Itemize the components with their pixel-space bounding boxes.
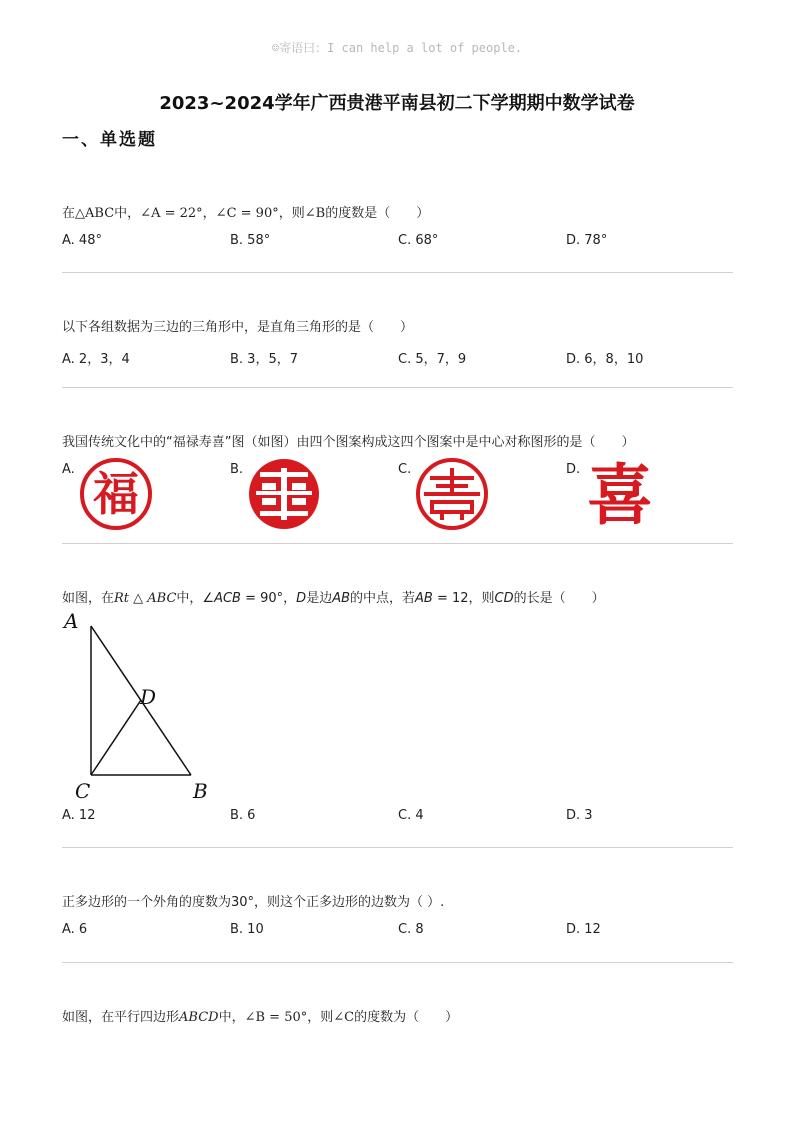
label-a: A — [64, 609, 79, 633]
label-c: C — [75, 779, 91, 803]
watermark: ☺寄语曰：I can help a lot of people. — [271, 41, 523, 55]
option-c[interactable]: C. 68° — [398, 233, 439, 248]
label-d: D — [140, 685, 157, 709]
question-4-stem: 如图，在Rt △ ABC中，∠ACB = 90°，D是边AB的中点，若AB = 12，则CD的长是（ ） — [62, 591, 605, 606]
question-6-stem: 如图，在平行四边形ABCD中，∠B = 50°，则∠C的度数为（ ） — [62, 1010, 459, 1025]
segment-cd — [91, 700, 141, 775]
divider — [62, 387, 733, 388]
option-b[interactable]: B. 3，5，7 — [230, 352, 298, 367]
divider — [62, 272, 733, 273]
divider — [62, 962, 733, 963]
page-title: 2023~2024学年广西贵港平南县初二下学期期中数学试卷 — [159, 93, 635, 114]
option-c[interactable]: C. 5，7，9 — [398, 352, 467, 367]
option-c[interactable]: C. 4 — [398, 808, 424, 823]
svg-text:喜: 喜 — [587, 458, 653, 530]
option-d[interactable]: D. 6，8，10 — [566, 352, 644, 367]
option-a[interactable]: A. — [62, 462, 75, 477]
option-b[interactable]: B. — [230, 462, 244, 477]
option-a[interactable]: A. 6 — [62, 922, 88, 937]
shou-seal-icon — [416, 458, 488, 530]
fu-seal-icon — [80, 458, 152, 530]
question-5-options — [62, 922, 742, 942]
triangle-figure — [62, 608, 222, 808]
svg-text:福: 福 — [93, 467, 139, 521]
option-d[interactable]: D. 3 — [566, 808, 593, 823]
question-4-options — [62, 808, 742, 828]
option-a[interactable]: A. 12 — [62, 808, 96, 823]
option-d[interactable]: D. — [566, 462, 581, 477]
question-3-options — [62, 458, 742, 530]
option-d[interactable]: D. 12 — [566, 922, 601, 937]
section-title: 一、单选题 — [62, 130, 157, 150]
question-3-stem: 我国传统文化中的“福禄寿喜”图（如图）由四个图案构成这四个图案中是中心对称图形的是（ ） — [62, 435, 635, 450]
lu-seal-icon — [248, 458, 320, 530]
option-d[interactable]: D. 78° — [566, 233, 608, 248]
question-2-options — [62, 348, 742, 368]
question-1-options — [62, 233, 742, 253]
option-c[interactable]: C. — [398, 462, 412, 477]
option-b[interactable]: B. 6 — [230, 808, 256, 823]
option-a[interactable]: A. 48° — [62, 233, 102, 248]
xi-seal-icon — [584, 458, 656, 530]
label-b: B — [193, 779, 208, 803]
question-1-stem: 在△ABC中，∠A = 22°，∠C = 90°，则∠B的度数是（ ） — [62, 206, 430, 221]
question-2-stem: 以下各组数据为三边的三角形中，是直角三角形的是（ ） — [62, 320, 414, 335]
option-a[interactable]: A. 2，3，4 — [62, 352, 130, 367]
divider — [62, 847, 733, 848]
option-b[interactable]: B. 10 — [230, 922, 264, 937]
question-5-stem: 正多边形的一个外角的度数为30°，则这个正多边形的边数为（ ）. — [62, 895, 445, 910]
divider — [62, 543, 733, 544]
option-c[interactable]: C. 8 — [398, 922, 424, 937]
option-b[interactable]: B. 58° — [230, 233, 271, 248]
